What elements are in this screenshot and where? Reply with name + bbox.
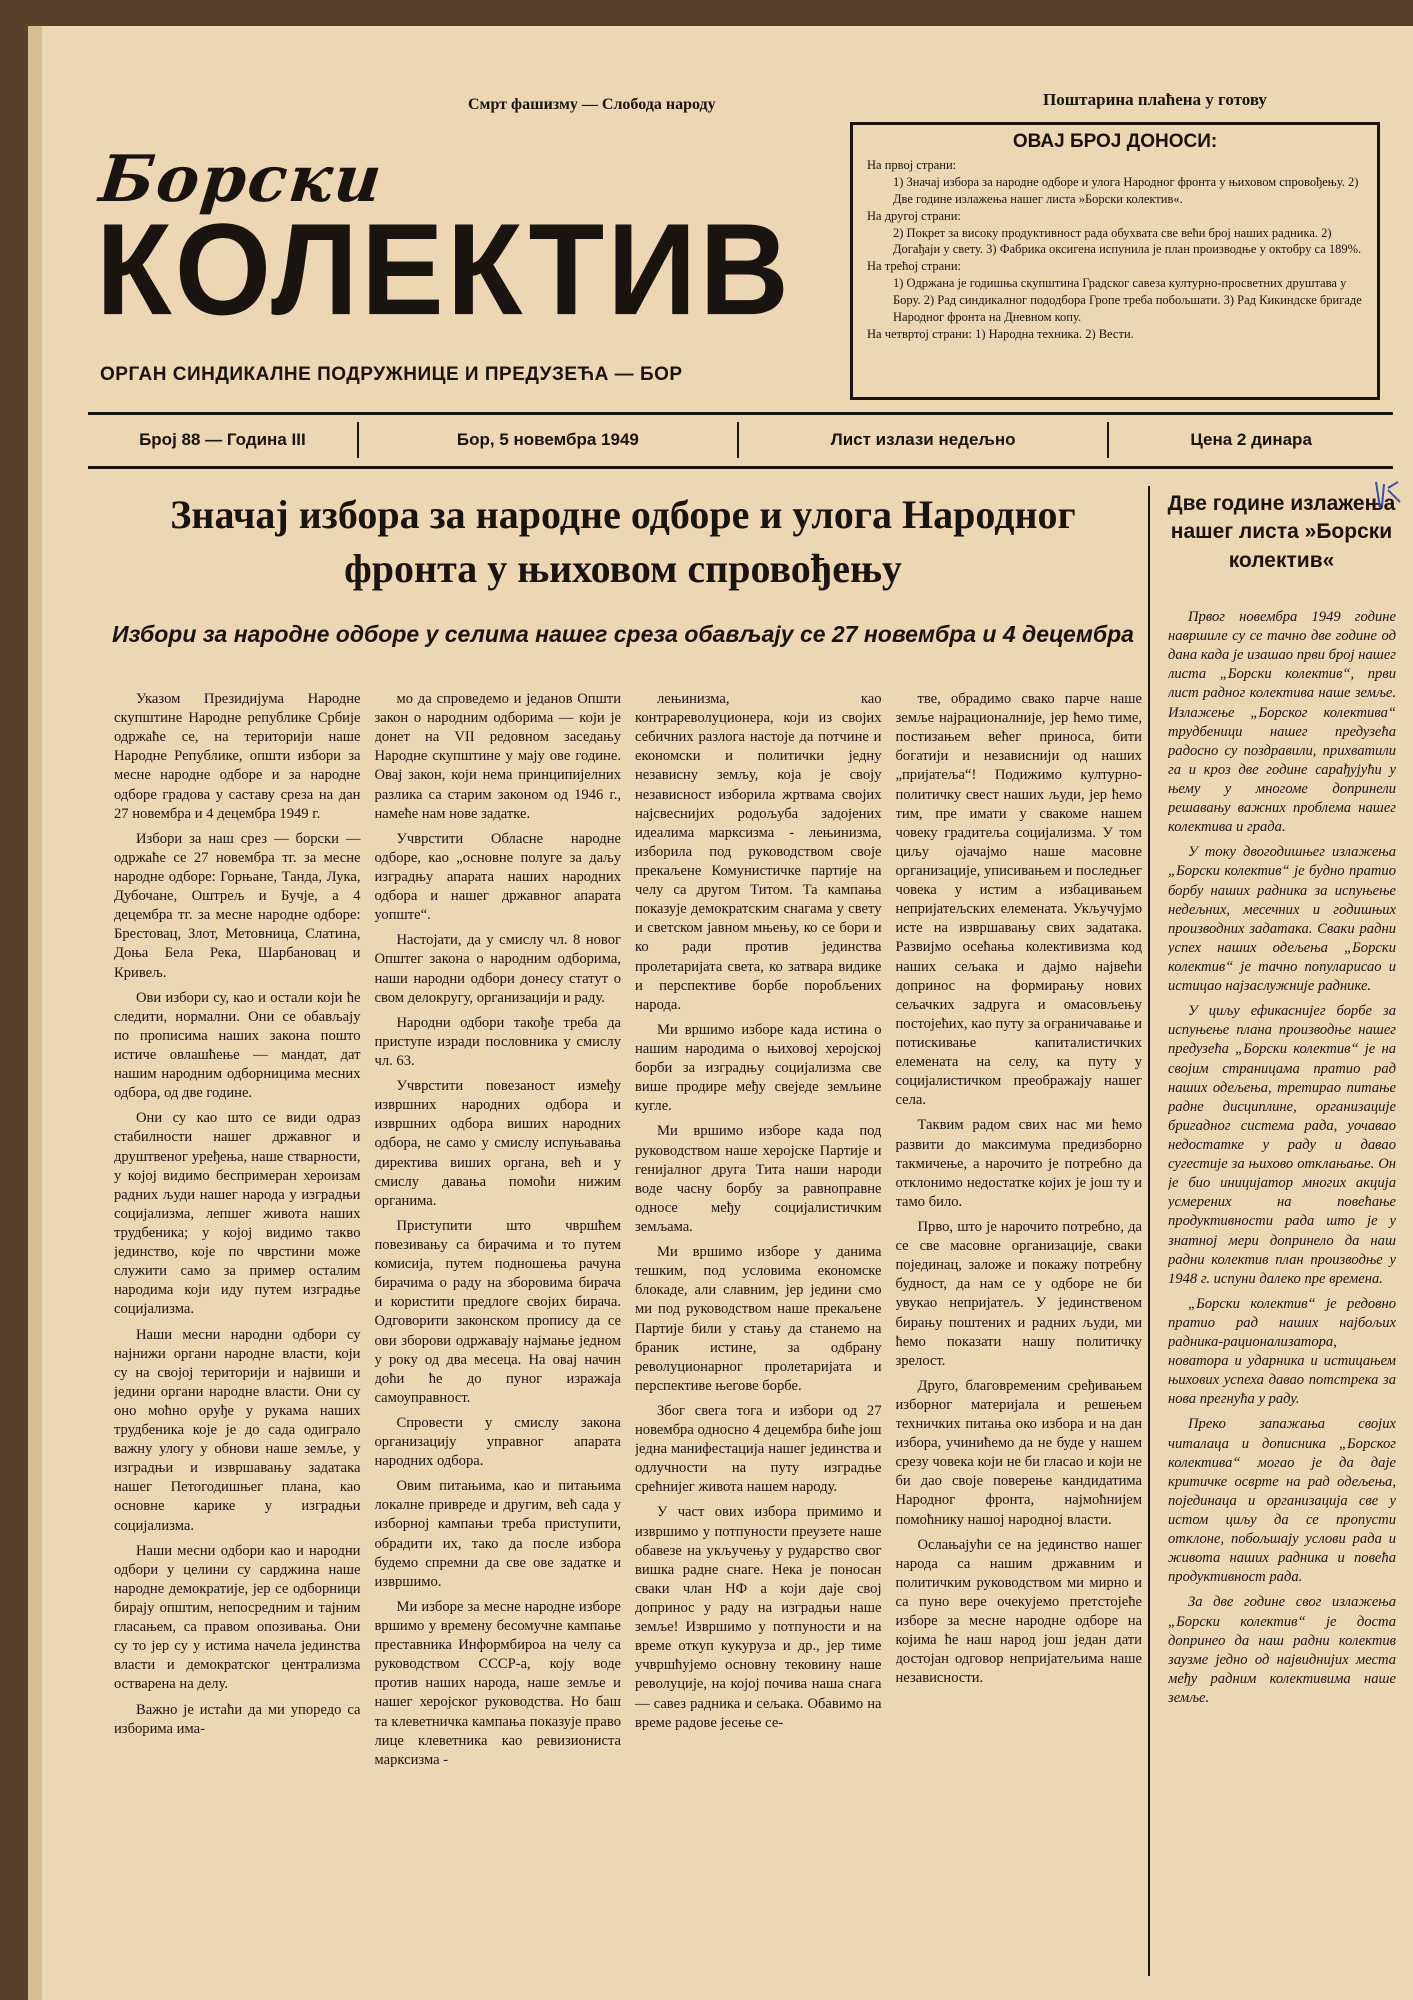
contents-page1-label: На првој страни: [867, 158, 957, 172]
col2-paragraph: Учврстити Обласне народне одборе, као „основне полуге за даљу изградњу апарата наших народних одбора и нашег државног апарата уопште“. [374, 830, 621, 924]
contents-page3-label: На трећој страни: [867, 259, 962, 274]
article-column-2 [375, 690, 622, 1990]
col4-paragraph: Ослањајући се на јединство нашег народа са нашим државним и политичким руководством ми мирно и са пуно вере очекујемо претстојеће изборе за месне народне одборе на којима ће наш народ још један дати достојан одговор непријатељима наше независности. [895, 1536, 1142, 1687]
col2-paragraph: Спровести у смислу закона организацију управног апарата народних одбора. [374, 1414, 621, 1470]
issue-number: Број 88 — Година III [88, 422, 359, 458]
sidebar-paragraph: Првог новембра 1949 године навршиле су се тачно две године од дана када је изашао први број нашег листа „Борски колектив“, први лист радног колектива наше земље. Излажење „Борског колектива“ трудбеници нашег предузећа радосно су поздравили, прихватили га и кроз две године сарађујући у њему у многоме допринели решавању важних проблема нашег колектива и града. [1168, 609, 1396, 836]
masthead-subtitle: ОРГАН СИНДИКАЛНЕ ПОДРУЖНИЦЕ И ПРЕДУЗЕЋА — БОР [100, 364, 683, 385]
contents-page1-text: 1) Значај избора за народне одборе и улога Народног фронта у њиховом спровођењу. 2) Две године излажења нашег листа »Борски колектив«. [893, 174, 1359, 206]
col1-paragraph: Избори за наш срез — борски — одржаће се 27 новембра тг. за месне народне одборе: Горњане, Танда, Лука, Дубочане, Оштрељ и Бучје, а 4 децембра тг. за месне народне одборе: Брестовац, Злот, Метовница, Слатина, Доња Бела Река, Шарбановац и Кривељ. [114, 830, 361, 981]
sidebar-paragraph: У току двогодишњег излажења „Борски колектив“ је будно пратио борбу наших радника за испуњење недељних, месечних и годишњих производних задатака. Сваки радни успех наших одељења „Борски колектив“ је тачно популарисао и истицао најзаслужније раднике. [1168, 844, 1396, 995]
col4-paragraph: тве, обрадимо свако парче наше земље најрационалније, јер ћемо тиме, постизањем већег приноса, бити богатији и независнији од наших „пријатеља“! Подижимо културно-политичку свест наших људи, јер ћемо тим, пре имати у свакоме нашем човеку градитеља социјализма. У том циљу ојачајмо наше масовне организације, уписивањем и последњег човека у истим а избацивањем непријатељских елемената. Укључујмо исте на извршавању свих задатака. Развијмо осећања колективизма код наших сељака и дајмо највећи допринос на формирању нових сељачких задруга и омасовљењу постојећих, као путу за ограничавање и потискивање капиталистичких елемената на селу, ка путу у социјалистичком преображају нашег села. [895, 691, 1142, 1109]
col2-paragraph: Ми изборе за месне народне изборе вршимо у времену бесомучне кампање преставника Информбироа на челу са руководством СССР-а, коју воде против наших народа, наше земље и нашег херојског руководства. Но баш та клеветничка кампања показује право лице клеветника као ревизиониста марксизма - [374, 1598, 621, 1768]
col2-paragraph: Народни одбори такође треба да приступе изради пословника у смислу чл. 63. [374, 1014, 621, 1069]
col4-paragraph: Прво, што је нарочито потребно, да се све масовне организације, сваки појединац, заложе и покажу потребну будност, да нам се у одборе не би увукао непријатељ. У јединственом бирању поштених и радних људи, ми ћемо показати нашу политичку зрелост. [895, 1218, 1142, 1369]
col3-paragraph: Због свега тога и избори од 27 новембра односно 4 децембра биће још једна манифестација нашег јединства и одлучности на путу изградње срећнијег живота нашем народу. [635, 1402, 882, 1496]
col3-paragraph: Ми вршимо изборе у данима тешким, под условима економске блокаде, али славним, јер једини смо ми под руководством наше прекаљене Партије били у стању да станемо на браник истине, за одбрану револуционарног пролетаријата и перспективе његове борбе. [635, 1244, 882, 1394]
article-column-4 [896, 690, 1143, 1990]
masthead-title: КОЛЕКТИВ [96, 197, 792, 343]
col2-paragraph: мо да спроведемо и једанов Општи закон о народним одборима — који је донет на VII редовном заседању Народне скупштине у мају ове године. Овај закон, који нема принципијелних разлика са старим законом од 1946 г., намеће нам нове задатке. [374, 691, 621, 822]
contents-page3-text: 1) Одржана је годишња скупштина Градског савеза културно-просветних друштава у Бору. 2) Рад синдикалног пододбора Гропе треба побољшати. 3) Рад Кикиндске бригаде Народног фронта на Дневном копу. [893, 276, 1362, 324]
contents-page4-text: На четвртој страни: 1) Народна техника. 2) Вести. [867, 326, 1134, 341]
article-body [114, 690, 1142, 1990]
article-subhead: Избори за народне одборе у селима нашег среза обављају се 27 новембра и 4 децембра [112, 621, 1134, 647]
pen-mark-icon [1370, 478, 1404, 512]
postage-note: Поштарина плаћена у готову [1043, 90, 1267, 109]
sidebar-divider [1148, 486, 1150, 1976]
contents-box [850, 122, 1380, 400]
col1-paragraph: Важно је истаћи да ми упоредо са изборима има- [114, 1701, 361, 1737]
sidebar-paragraph: „Борски колектив“ је редовно пратио рад наших најбољих радника-рационализатора, новатора и ударника и истицањем њихових успеха давао потстрека за нова прегнућа у раду. [1168, 1295, 1396, 1408]
contents-title: ОВАЈ БРОЈ ДОНОСИ: [1012, 131, 1218, 152]
col4-paragraph: Таквим радом свих нас ми ћемо развити до максимума предизборно такмичење, а нарочито је потребно да отклонимо недостатке којих је још ту и тамо било. [895, 1117, 1142, 1210]
col1-paragraph: Они су као што се види одраз стабилности нашег државног и друштвеног уређења, наше стварности, у којој видимо беспримеран хероизам радних људи нашег народа у изградњи социјализма, лепшег живота наших трудбеника; у којој видимо такво јединство, које по чврстини може служити само за пример осталим народима који иду путем изградње социјализма. [114, 1110, 361, 1318]
sidebar-paragraph: За две године свог излажења „Борски колектив“ је доста допринео да наш радни колектив заузме једно од највиднијих места међу радним колективима наше земље. [1168, 1594, 1396, 1707]
weekly-note: Лист излази недељно [739, 422, 1109, 458]
article-column-3 [635, 690, 882, 1990]
motto: Смрт фашизму — Слобода народу [468, 96, 716, 113]
col1-paragraph: Наши месни одбори као и народни одбори у целини су сарджина наше народне демократије, јер се одборници бирају општим, непосредним и тајним гласањем, са правом опозивања. Они су то јер су у истима начела јединства власти и демократског централизма остварена на делу. [114, 1542, 361, 1693]
article-headline: Значај избора за народне одборе и улога Народног фронта у њиховом спровођењу [170, 492, 1076, 591]
sidebar-paragraph: У циљу ефикаснијег борбе за испуњење плана производње нашег предузећа „Борски колектив“ је на својим страницама пратио рад наших одељења, третирао питање радне дисциплине, организације бригадног система рада, уочавао недостатке у раду и давао сугестије за њихово отклањање. Он је био иницијатор многих акција усмерених на повећање продуктивности рада што је у знатној мери допринело да наш радни колектив план производње у 1948 г. испуни далеко пре времена. [1168, 1003, 1396, 1287]
divider-bottom [88, 466, 1393, 469]
col1-paragraph: Наши месни народни одбори су најнижи органи народне власти, који су на својој територији и највиши и једини органи народне власти. Они су оно моћно оруђе у рукама наших трудбеника које је до сада одиграло важну улогу у обнови наше земље, у изградњи и извршавању задатака нашег Петогодишњег плана, као основне карике у изградњи социјализма. [114, 1326, 361, 1534]
sidebar-article [1168, 608, 1396, 1978]
col2-paragraph: Учврстити повезаност између извршних народних одбора и извршних одбора виших народних одбора, не само у смислу испуњавања директива виших органа, већ и у смислу давања помоћи нижим органима. [374, 1078, 621, 1209]
col3-paragraph: Ми вршимо изборе када истина о нашим народима о њиховој херојској борби за изградњу социјализма све више продире међу свеједе земљине кугле. [635, 1021, 882, 1115]
col2-paragraph: Настојати, да у смислу чл. 8 новог Општег закона о народним одборима, наши народни одбори донесу статут о свом делокругу, организацији и раду. [374, 932, 621, 1006]
col3-paragraph: лењинизма, као контрареволуционера, који из својих себичних разлога настоје да потчине и економски и политички једну независну земљу, која је своју независност изборила жртвама својих најсвеснијих родољуба задојених идеалима марксизма - лењинизма, изборила под руководством своје прекаљене Комунистичке партије на челу са другом Титом. Та кампања показује демократским снагама у свету и светском јавном мњењу, ко се бори и ко ради против јединства пролетаријата света, ко затвара видике и перспективе борбе поробљених народа. [635, 691, 882, 1013]
sidebar-title: Две године излажења нашег листа »Борски колектив« [1167, 492, 1396, 572]
info-bar [88, 418, 1393, 462]
col2-paragraph: Овим питањима, као и питањима локалне привреде и другим, већ сада у изборној кампањи треба приступити, обрадити их, тако да после избора будемо спремни да све ове задатке и извршимо. [374, 1478, 621, 1590]
col3-paragraph: У част ових избора примимо и извршимо у потпуности преузете наше обавезе на укључењу у рударство свог вишка радне снаге. Нека је поносан сваки члан НФ а који даје свој допринос у раду на изградњи наше земље! Извршимо у потпуности и на време откуп кукуруза и др., јер тиме учвршћујемо основну тековину наше револуције, на којој почива наша снага — савез радника и сељака. Обавимо на време радове јесење се- [635, 1504, 882, 1731]
masthead-script: Борски [96, 142, 387, 217]
contents-page2-label: На другој страни: [867, 208, 961, 223]
col1-paragraph: Ови избори су, као и остали који ће следити, нормални. Они се обављају по прописима наших закона пошто истиче овлашћење — мандат, дат нашим народним одборницима месних одбора, од две године. [114, 989, 361, 1102]
col3-paragraph: Ми вршимо изборе када под руководством наше херојске Партије и генијалног друга Тита наши народи воде часну борбу за равноправне односе међу социјалистичким земљама. [635, 1123, 882, 1235]
article-column-1 [114, 690, 361, 1990]
issue-date: Бор, 5 новембра 1949 [359, 422, 739, 458]
col4-paragraph: Друго, благовременим сређивањем изборног материјала и решењем техничких питања око избора и на дан избора, учинићемо да не буде у нашем срезу човека који не би гласао и који не би дао своје поверење кандидатима Народног фронта, најмоћнијем помоћнику нашој народној власти. [895, 1377, 1142, 1528]
divider-top [88, 412, 1393, 415]
price: Цена 2 динара [1190, 430, 1312, 449]
sidebar-paragraph: Преко запажања својих читалаца и дописника „Борског колектива“ могао је да даје критичке осврте на рад одељења, појединаца и организација све у истом циљу да се пропусти отклоне, побољшају услови рада и живота наших радника и повећа продуктивност рада. [1168, 1416, 1396, 1586]
col1-paragraph: Указом Президијума Народне скупштине Народне републике Србије одржаће се, на територији наше Народне Републике, општи избори за месне народне одборе и за народне одборе градова у саставу среза на дан 27 новембра и 4 децембра 1949 г. [114, 691, 361, 822]
newspaper-page [28, 26, 1413, 2000]
contents-page2-text: 2) Покрет за високу продуктивност рада обухвата све већи број наших радника. 2) Догађаји у свету. 3) Фабрика оксигена испунила је план производње у октобру са 189%. [893, 225, 1362, 257]
col2-paragraph: Приступити што чвршћем повезивању са бирачима и то путем комисија, путем подношења рачуна бирачима о раду на зборовима бирача и користити предлоге својих бирача. Одговорити законском пропису да се ови зборови одржавају најмање једном у року од два месеца. На овај начин доћи ће до пуног изражаја самоуправност. [374, 1217, 621, 1406]
